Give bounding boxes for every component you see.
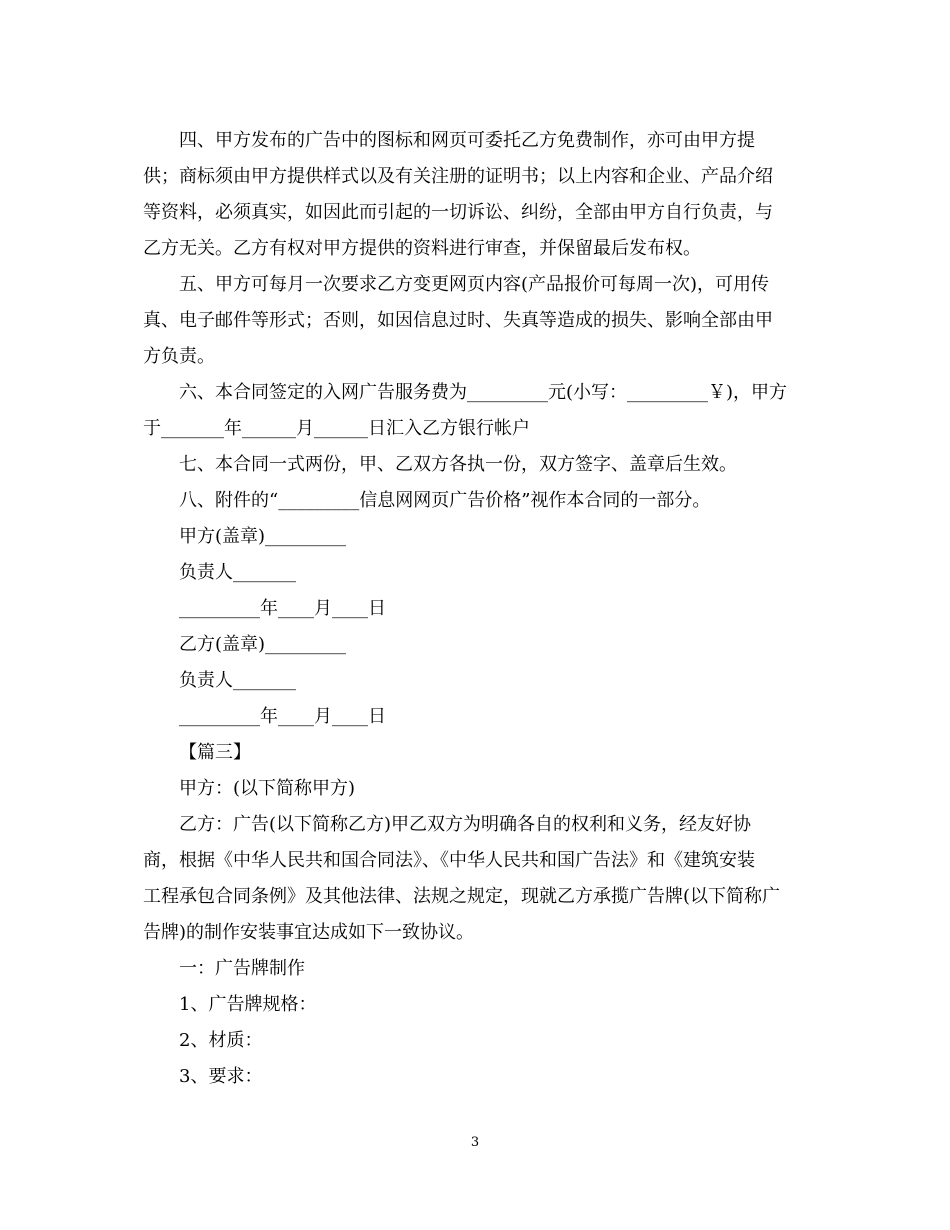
item-heading: 一：广告牌制作 bbox=[179, 958, 305, 979]
party-b-date: _________年____月____日 bbox=[179, 706, 386, 727]
party-a-seal: 甲方(盖章)_________ bbox=[179, 526, 347, 547]
paragraph-4 bbox=[143, 123, 807, 267]
item-3: 3、要求： bbox=[179, 1066, 263, 1087]
party-a-responsible-person: 负责人_______ bbox=[179, 562, 296, 583]
paragraph-5 bbox=[143, 267, 807, 375]
paragraph-7: 七、本合同一式两份，甲、乙双方各执一份，双方签字、盖章后生效。 bbox=[179, 454, 737, 475]
paragraph-8: 八、附件的“_________信息网网页广告价格”视作本合同的一部分。 bbox=[179, 490, 711, 511]
text-line: 于_______年______月______日汇入乙方银行帐户 bbox=[143, 418, 530, 439]
text-line: 乙方无关。乙方有权对甲方提供的资料进行审查，并保留最后发布权。 bbox=[143, 238, 701, 259]
text-line: 告牌)的制作安装事宜达成如下一致协议。 bbox=[143, 922, 475, 943]
paragraph-6 bbox=[143, 375, 807, 447]
text-line: 四、甲方发布的广告中的图标和网页可委托乙方免费制作，亦可由甲方提 bbox=[179, 130, 755, 151]
text-line: 方负责。 bbox=[143, 346, 215, 367]
text-line: 供；商标须由甲方提供样式以及有关注册的证明书；以上内容和企业、产品介绍 bbox=[143, 166, 773, 187]
document-body bbox=[143, 123, 807, 1095]
party-a-intro: 甲方：(以下简称甲方) bbox=[179, 778, 356, 799]
text-line: 工程承包合同条例》及其他法律、法规之规定，现就乙方承揽广告牌(以下简称广 bbox=[143, 886, 781, 907]
party-b-intro bbox=[143, 807, 807, 951]
text-line: 六、本合同签定的入网广告服务费为_________元(小写：_________￥)，甲方 bbox=[179, 382, 788, 403]
text-line: 等资料，必须真实，如因此而引起的一切诉讼、纠纷，全部由甲方自行负责，与 bbox=[143, 202, 773, 223]
page-number: 3 bbox=[470, 1135, 480, 1150]
text-line: 乙方：广告(以下简称乙方)甲乙双方为明确各自的权利和义务，经友好协 bbox=[179, 814, 752, 835]
item-2: 2、材质： bbox=[179, 1030, 263, 1051]
text-line: 商，根据《中华人民共和国合同法》、《中华人民共和国广告法》和《建筑安装 bbox=[143, 850, 755, 871]
party-b-seal: 乙方(盖章)_________ bbox=[179, 634, 347, 655]
party-b-responsible-person: 负责人_______ bbox=[179, 670, 296, 691]
text-line: 五、甲方可每月一次要求乙方变更网页内容(产品报价可每周一次)，可用传 bbox=[179, 274, 770, 295]
party-a-date: _________年____月____日 bbox=[179, 598, 386, 619]
text-line: 真、电子邮件等形式；否则，如因信息过时、失真等造成的损失、影响全部由甲 bbox=[143, 310, 773, 331]
item-1: 1、广告牌规格： bbox=[179, 994, 317, 1015]
section-title: 【篇三】 bbox=[179, 742, 251, 763]
